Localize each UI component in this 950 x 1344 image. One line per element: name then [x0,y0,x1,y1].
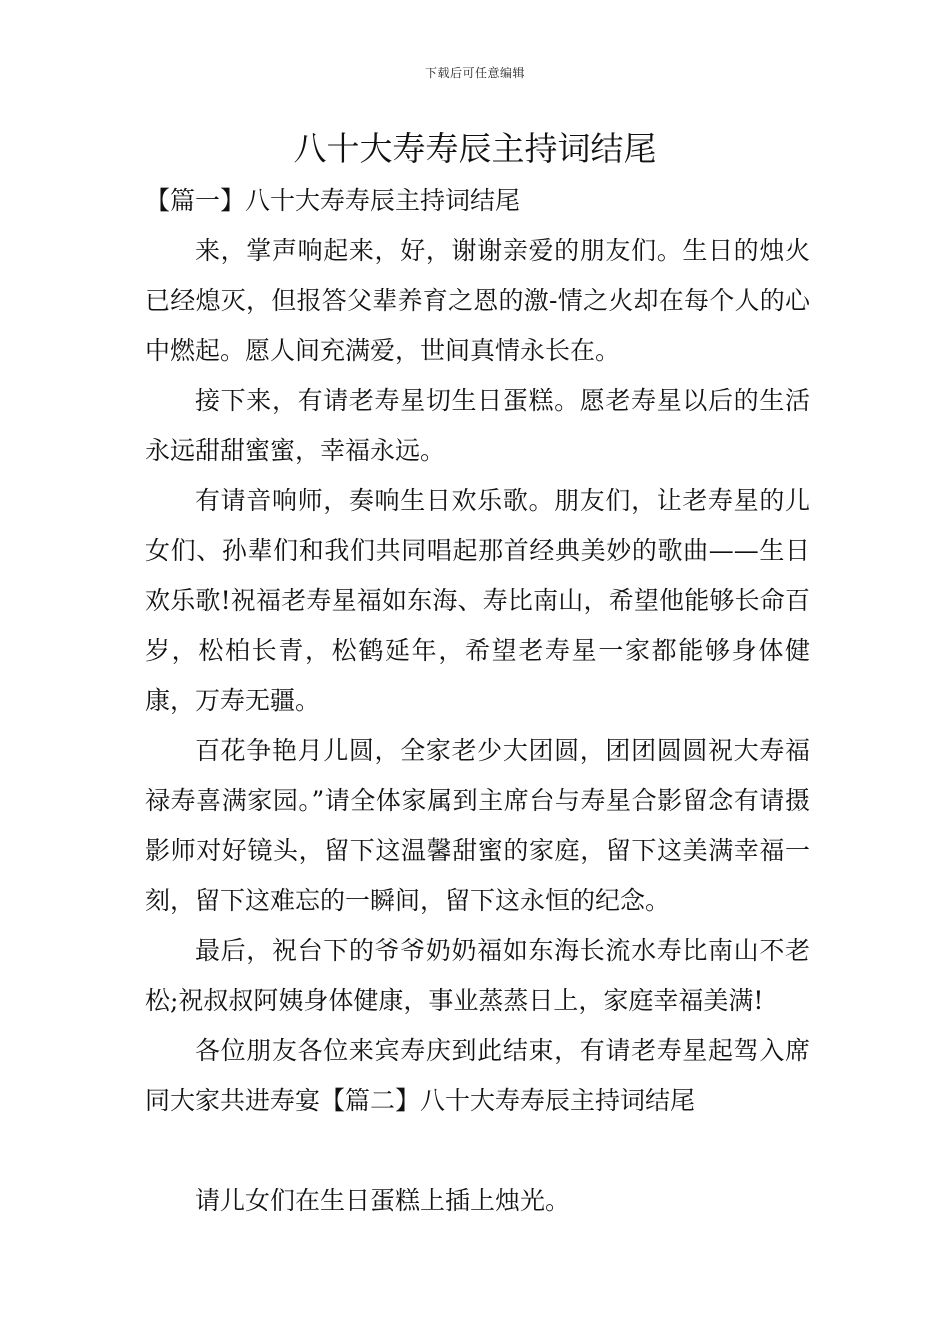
paragraph-1: 来，掌声响起来，好，谢谢亲爱的朋友们。生日的烛火已经熄灭，但报答父辈养育之恩的激-情之火却在每个人的心中燃起。愿人间充满爱，世间真情永长在。 [145,236,810,365]
document-body [145,176,810,1226]
header-note: 下载后可任意编辑 [424,66,525,80]
paragraph-6: 各位朋友各位来宾寿庆到此结束，有请老寿星起驾入席同大家共进寿宴【篇二】八十大寿寿辰主持词结尾 [145,1036,810,1115]
paragraph-3: 有请音响师，奏响生日欢乐歌。朋友们，让老寿星的儿女们、孙辈们和我们共同唱起那首经典美妙的歌曲——生日欢乐歌!祝福老寿星福如东海、寿比南山，希望他能够长命百岁，松柏长青，松鹤延年，希望老寿星一家都能够身体健康，万寿无疆。 [145,486,810,715]
paragraph-4: 百花争艳月儿圆，全家老少大团圆，团团圆圆祝大寿福禄寿喜满家园。”请全体家属到主席台与寿星合影留念有请摄影师对好镜头，留下这温馨甜蜜的家庭，留下这美满幸福一刻，留下这难忘的一瞬间，留下这永恒的纪念。 [145,736,810,915]
section-heading-one: 【篇一】八十大寿寿辰主持词结尾 [145,186,521,215]
paragraph-2: 接下来，有请老寿星切生日蛋糕。愿老寿星以后的生活永远甜甜蜜蜜，幸福永远。 [145,386,810,465]
paragraph-5: 最后，祝台下的爷爷奶奶福如东海长流水寿比南山不老松;祝叔叔阿姨身体健康，事业蒸蒸日上，家庭幸福美满! [145,936,810,1015]
paragraph-7: 请儿女们在生日蛋糕上插上烛光。 [195,1186,571,1215]
document-title: 八十大寿寿辰主持词结尾 [293,129,657,168]
